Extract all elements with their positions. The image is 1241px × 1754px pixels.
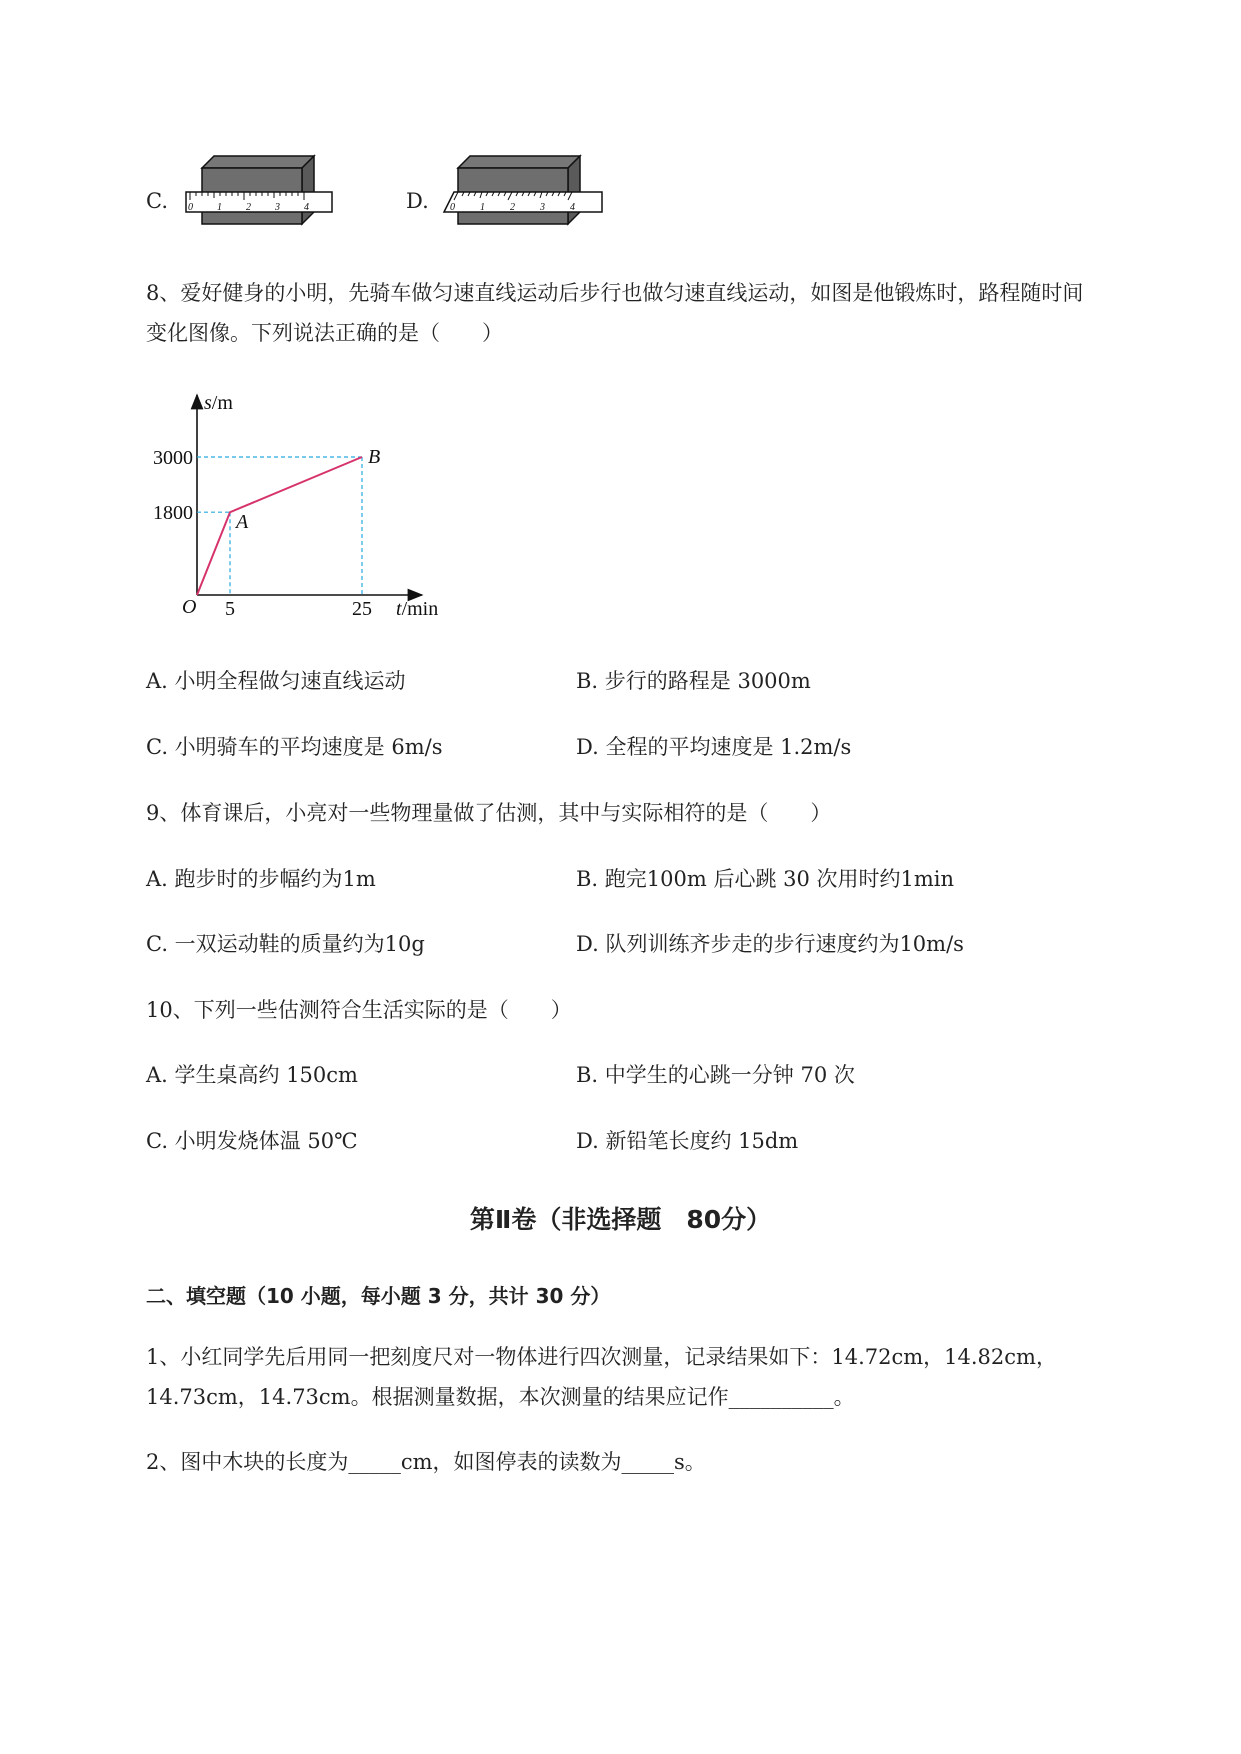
option-c-label: C.: [146, 189, 168, 213]
fill-q1-line2: 14.73cm，14.73cm。根据测量数据，本次测量的结果应记作__________。: [146, 1385, 855, 1409]
ruler-d-tick-3: 3: [540, 202, 545, 213]
q9-stem: 9、体育课后，小亮对一些物理量做了估测，其中与实际相符的是（ ）: [146, 801, 832, 825]
ruler-d-tick-2: 2: [510, 202, 515, 213]
q8-stem-line2: 变化图像。下列说法正确的是（ ）: [146, 321, 503, 345]
q10-stem: 10、下列一些估测符合生活实际的是（ ）: [146, 998, 572, 1022]
q9-option-b: B. 跑完100m 后心跳 30 次用时约1min: [576, 867, 955, 891]
q10-option-c: C. 小明发烧体温 50℃: [146, 1129, 358, 1153]
ruler-c-tick-2: 2: [246, 202, 251, 213]
origin-label: O: [182, 596, 197, 618]
y-tick-label-1800: 1800: [153, 502, 193, 525]
q9-option-c: C. 一双运动鞋的质量约为10g: [146, 932, 425, 956]
series-line: [197, 457, 362, 595]
option-d-label: D.: [406, 189, 429, 213]
x-axis-unit: /min: [401, 598, 439, 620]
part-two-title: 第Ⅱ卷（非选择题 80分）: [469, 1205, 772, 1234]
ruler-c-tick-1: 1: [217, 202, 222, 213]
q9-option-d: D. 队列训练齐步走的步行速度约为10m/s: [576, 932, 964, 956]
ruler-c-tick-3: 3: [275, 202, 280, 213]
y-axis-label: [204, 392, 233, 414]
ruler-c-tick-0: 0: [188, 202, 193, 213]
q8-stem-line1: 8、爱好健身的小明，先骑车做匀速直线运动后步行也做匀速直线运动，如图是他锻炼时，路程随时间: [146, 281, 1084, 305]
fill-q2: 2、图中木块的长度为_____cm，如图停表的读数为_____s。: [146, 1450, 706, 1474]
q8-option-a: A. 小明全程做匀速直线运动: [146, 669, 406, 693]
ruler-d-tick-1: 1: [480, 202, 485, 213]
x-tick-label-25: 25: [352, 598, 372, 620]
ruler-figure-c: [180, 150, 340, 240]
q10-option-b: B. 中学生的心跳一分钟 70 次: [576, 1063, 855, 1087]
fill-in-section-heading: 二、填空题（10 小题，每小题 3 分，共计 30 分）: [146, 1284, 611, 1308]
fill-q1-line1: 1、小红同学先后用同一把刻度尺对一物体进行四次测量，记录结果如下：14.72cm，14.82cm，: [146, 1345, 1057, 1369]
point-label-b: B: [368, 446, 381, 468]
s-t-chart: [140, 385, 460, 630]
ruler-figure-d: [440, 150, 610, 240]
y-tick-label-3000: 3000: [153, 447, 193, 469]
q8-option-c: C. 小明骑车的平均速度是 6m/s: [146, 735, 443, 759]
y-axis-var: s: [204, 392, 212, 414]
q9-option-a: A. 跑步时的步幅约为1m: [146, 867, 376, 891]
ruler-d-tick-0: 0: [450, 202, 455, 213]
ruler-d-tick-4: 4: [570, 202, 575, 213]
x-axis-var: t: [396, 598, 402, 620]
point-label-a: A: [236, 511, 249, 534]
x-tick-label-5: 5: [225, 598, 235, 620]
q8-option-b: B. 步行的路程是 3000m: [576, 669, 811, 693]
x-axis-label: [396, 598, 438, 620]
y-axis-unit: /m: [211, 392, 233, 414]
q10-option-a: A. 学生桌高约 150cm: [146, 1063, 358, 1087]
q8-option-d: D. 全程的平均速度是 1.2m/s: [576, 735, 852, 759]
q10-option-d: D. 新铅笔长度约 15dm: [576, 1129, 799, 1153]
ruler-c-tick-4: 4: [304, 202, 309, 213]
